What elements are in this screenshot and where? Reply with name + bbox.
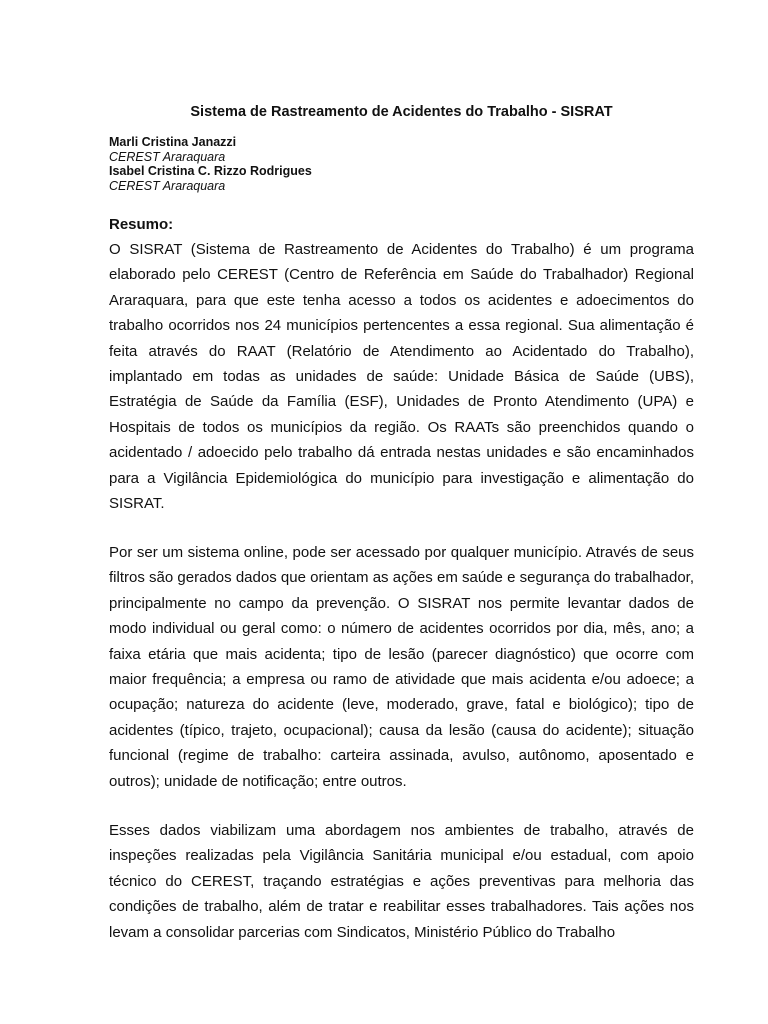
author-affiliation: CEREST Araraquara [109,149,226,164]
body-paragraph: O SISRAT (Sistema de Rastreamento de Acidentes do Trabalho) é um programa elaborado pelo CEREST (Centro de Referência em Saúde do Trabalhador) Regional Araraquara, para que este tenha acesso a todos os acidentes e adoecimentos do trabalho ocorridos nos 24 municípios pertencentes a essa regional. Sua alimentação é feita através do RAAT (Relatório de Atendimento ao Acidentado do Trabalho), implantado em todas as unidades de saúde: Unidade Básica de Saúde (UBS), Estratégia de Saúde da Família (ESF), Unidades de Pronto Atendimento (UPA) e Hospitais de todos os municípios da região. Os RAATs são preenchidos quando o acidentado / adoecido pelo trabalho dá entrada nestas unidades e são encaminhados para a Vigilância Epidemiológica do município para investigação e alimentação do SISRAT. [109,241,694,513]
body-paragraph: Esses dados viabilizam uma abordagem nos ambientes de trabalho, através de inspeções realizadas pela Vigilância Sanitária municipal e/ou estadual, com apoio técnico do CEREST, traçando estratégias e ações preventivas para melhoria das condições de trabalho, além de tratar e reabilitar esses trabalhadores. Tais ações nos levam a consolidar parcerias com Sindicatos, Ministério Público do Trabalho [109,822,694,941]
author-name: Marli Cristina Janazzi [109,135,237,149]
body-paragraph: Por ser um sistema online, pode ser acessado por qualquer município. Através de seus filtros são gerados dados que orientam as ações em saúde e segurança do trabalhador, principalmente no campo da prevenção. O SISRAT nos permite levantar dados de modo individual ou geral como: o número de acidentes ocorridos por dia, mês, ano; a faixa etária que mais acidenta; tipo de lesão (parecer diagnóstico) que ocorre com maior frequência; a empresa ou ramo de atividade que mais acidenta e/ou adoece; a ocupação; natureza do acidente (leve, moderado, grave, fatal e biológico); tipo de acidentes (típico, trajeto, ocupacional); causa da lesão (causa do acidente); situação funcional (regime de trabalho: carteira assinada, avulso, autônomo, aposentado e outros); unidade de notificação; entre outros. [109,544,694,790]
document-title: Sistema de Rastreamento de Acidentes do Trabalho - SISRAT [190,104,613,120]
abstract-heading: Resumo: [109,216,174,233]
author-name: Isabel Cristina C. Rizzo Rodrigues [109,164,312,178]
author-block [109,135,694,193]
author-affiliation: CEREST Araraquara [109,178,226,193]
